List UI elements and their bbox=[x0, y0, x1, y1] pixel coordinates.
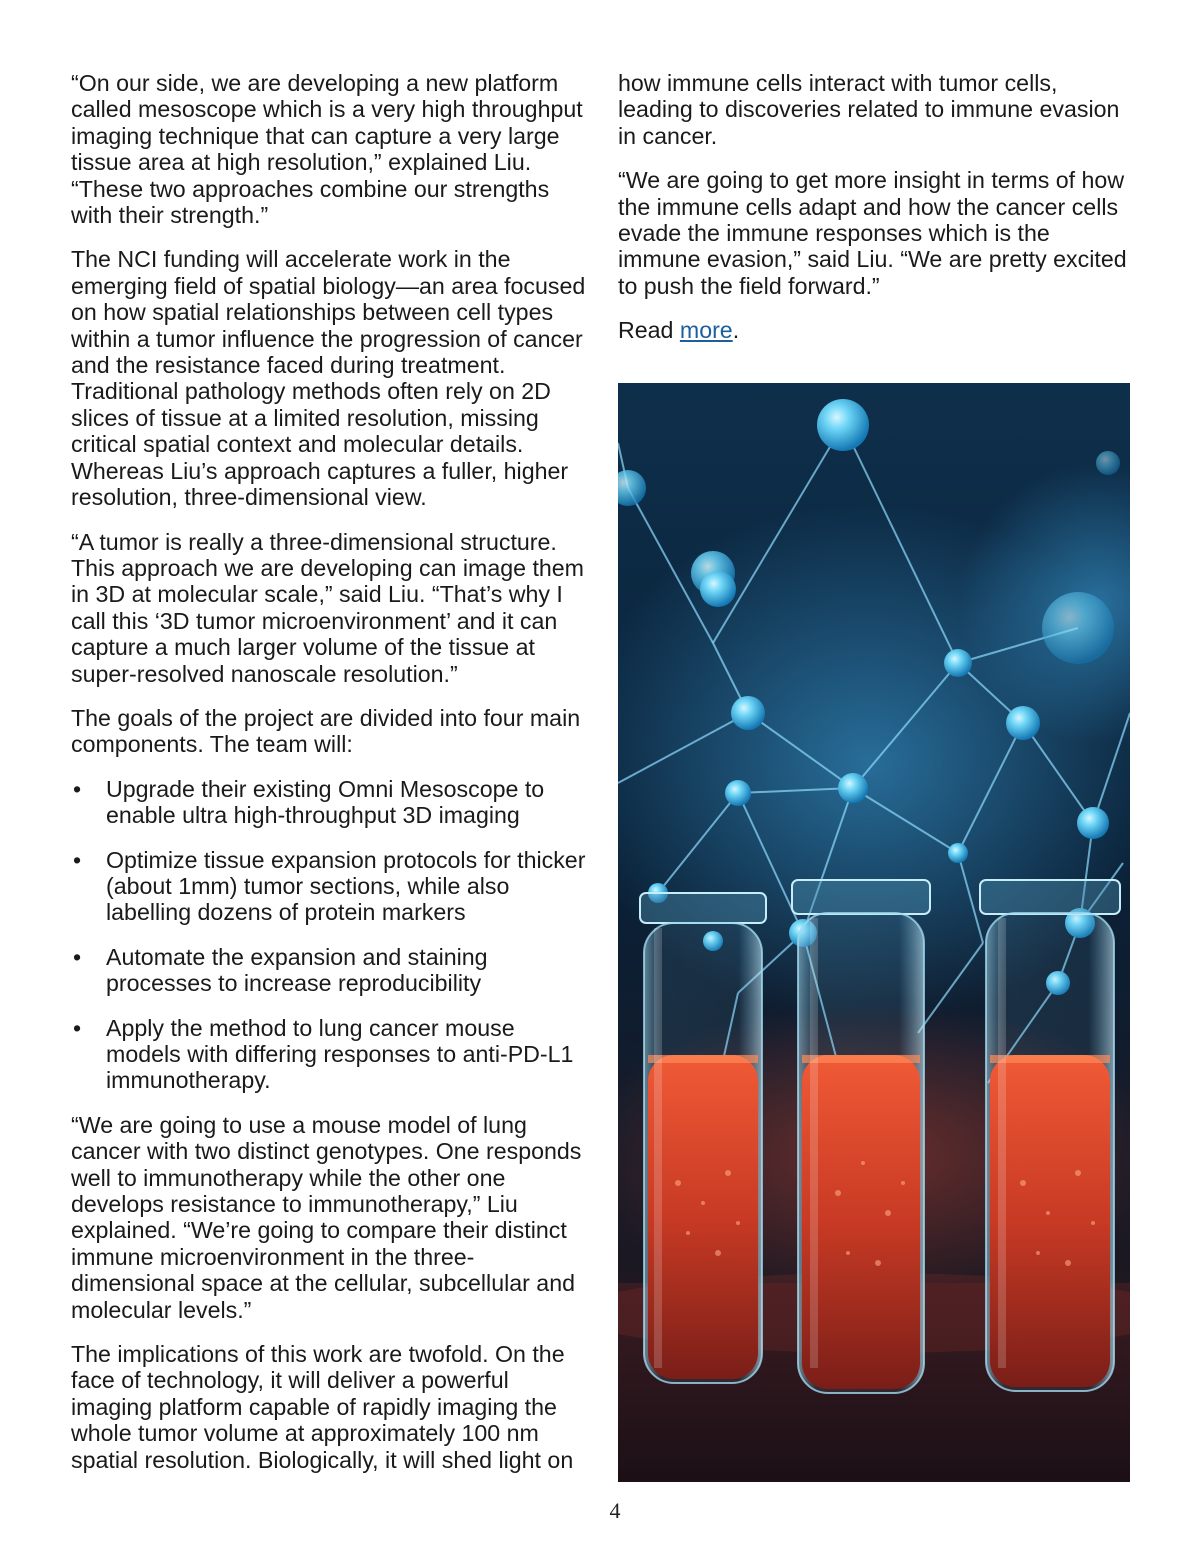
read-more-link[interactable]: more bbox=[679, 317, 733, 344]
goals-list bbox=[71, 776, 586, 1094]
test-tubes-molecule-photo bbox=[618, 383, 1130, 1482]
read-more-prefix: Read bbox=[618, 317, 680, 344]
paragraph-goals: The goals of the project are divided into four main components. The team will: bbox=[71, 704, 581, 758]
paragraph-immune-cells: how immune cells interact with tumor cells, leading to discoveries related to immune evasion in cancer. bbox=[618, 70, 1120, 149]
list-item: • Automate the expansion and staining processes to increase reproducibility bbox=[71, 944, 586, 997]
paragraph-3d-tumor: “A tumor is really a three-dimensional structure. This approach we are developing can image them in 3D at molecular scale,” said Liu. “That’s why I call this ‘3D tumor microenvironment’ and it can capture a much larger volume of the tissue at super-resolved nanoscale resolution.” bbox=[71, 528, 585, 687]
paragraph-implications: The implications of this work are twofold. On the face of technology, it will deliver a powerful imaging platform capable of rapidly imaging the whole tumor volume at approximately 100 nm spatial resolution. Biologically, it will shed light on bbox=[71, 1341, 574, 1473]
read-more-line bbox=[618, 317, 1133, 343]
left-column bbox=[71, 70, 586, 1491]
list-item: • Apply the method to lung cancer mouse models with differing responses to anti-PD-L1 immunotherapy. bbox=[71, 1015, 586, 1094]
paragraph-mouse-model: “We are going to use a mouse model of lung cancer with two distinct genotypes. One responds well to immunotherapy while the other one develops resistance to immunotherapy,” Liu explained. “We’re going to compare their distinct immune microenvironment in the three-dimensional space at the cellular, subcellular and molecular levels.” bbox=[71, 1111, 582, 1323]
paragraph-platform: “On our side, we are developing a new platform called mesoscope which is a very high throughput imaging technique that can capture a very large tissue area at high resolution,” explained Liu. “These two approaches combine our strengths with their strength.” bbox=[71, 70, 583, 229]
paragraph-insight-quote: “We are going to get more insight in terms of how the immune cells adapt and how the cancer cells evade the immune responses which is the immune evasion,” said Liu. “We are pretty excited to push the field forward.” bbox=[618, 167, 1127, 299]
page-number: 4 bbox=[609, 1498, 621, 1523]
read-more-suffix: . bbox=[732, 317, 740, 344]
paragraph-nci-funding: The NCI funding will accelerate work in the emerging field of spatial biology—an area focused on how spatial relationships between cell types within a tumor influence the progression of cancer and the resistance faced during treatment. Traditional pathology methods often rely on 2D slices of tissue at a limited resolution, missing critical spatial context and molecular details. Whereas Liu’s approach captures a fuller, higher resolution, three-dimensional view. bbox=[71, 246, 586, 511]
list-item: • Upgrade their existing Omni Mesoscope to enable ultra high-throughput 3D imaging bbox=[71, 776, 586, 829]
list-item: • Optimize tissue expansion protocols for thicker (about 1mm) tumor sections, while also labelling dozens of protein markers bbox=[71, 847, 586, 926]
right-column bbox=[618, 70, 1133, 362]
